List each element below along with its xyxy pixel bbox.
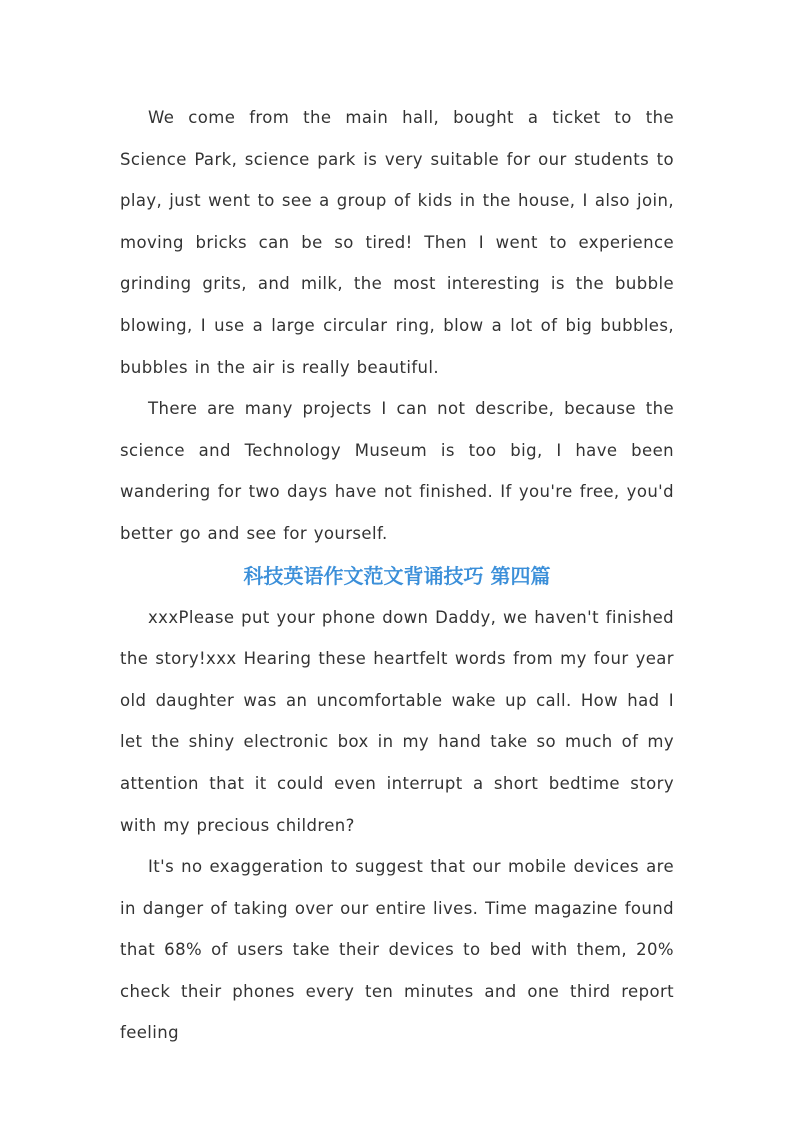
paragraph-mobile-devices: It's no exaggeration to suggest that our mobile devices are in danger of taking over our entire lives. Time magazine found that 68% of users take their devices to bed with them, 20% check their phones every ten minutes and one third report feeling (120, 857, 674, 1043)
paragraph-many-projects: There are many projects I can not describe, because the science and Technology Museum is too big, I have been wandering for two days have not finished. If you're free, you'd better go and see for yourself. (120, 399, 674, 543)
paragraph-science-park: We come from the main hall, bought a ticket to the Science Park, science park is very suitable for our students to play, just went to see a group of kids in the house, I also join, moving bricks can be so tired! Then I went to experience grinding grits, and milk, the most interesting is the bubble blowing, I use a large circular ring, blow a lot of big bubbles, bubbles in the air is really beautiful. (120, 108, 674, 377)
section-heading: 科技英语作文范文背诵技巧 第四篇 (243, 563, 551, 588)
paragraph-phone-down: xxxPlease put your phone down Daddy, we haven't finished the story!xxx Hearing these heartfelt words from my four year old daughter was an uncomfortable wake up call. How had I let the shiny electronic box in my hand take so much of my attention that it could even interrupt a short bedtime story with my precious children? (120, 607, 674, 835)
document-page (120, 97, 674, 1054)
